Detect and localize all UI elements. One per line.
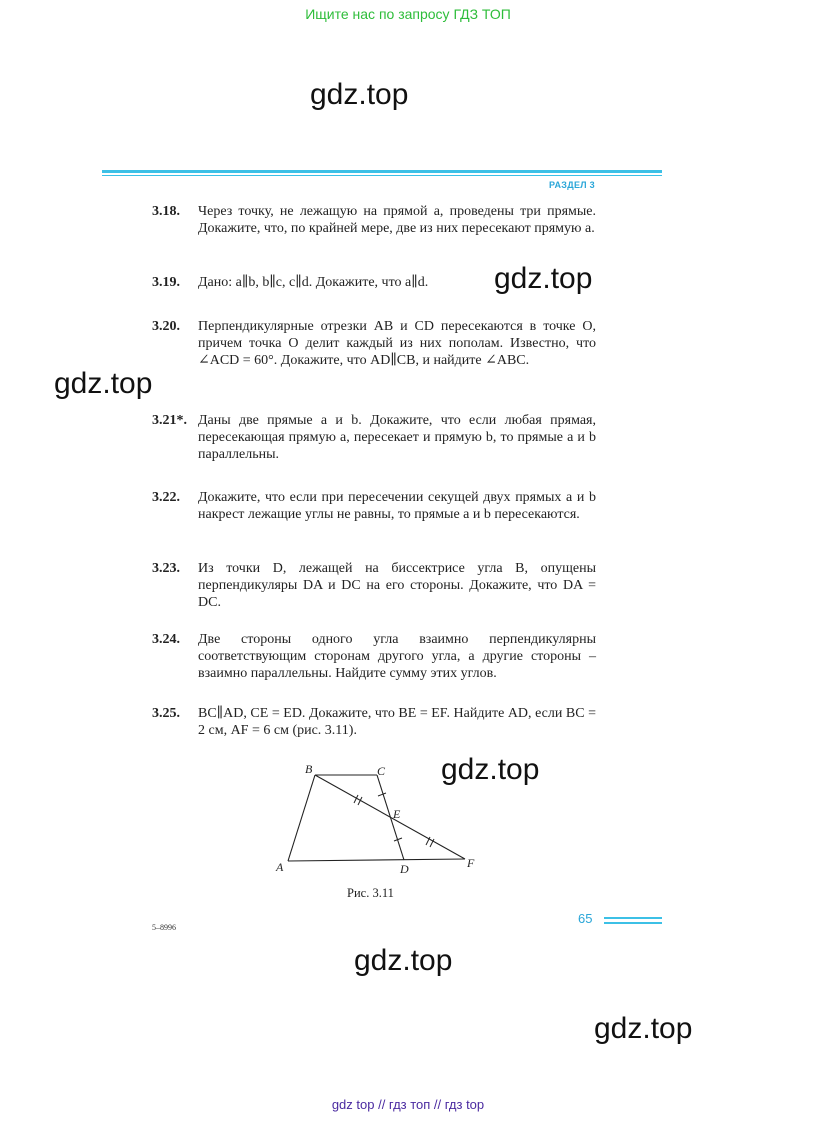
header-rule <box>102 170 662 173</box>
problem-text: Две стороны одного угла взаимно перпендикулярны соответствующим сторонам другого угла, а другие стороны – взаимно параллельны. Найдите сумму этих углов. <box>198 632 596 681</box>
footer-rule-2 <box>604 922 662 924</box>
section-label: РАЗДЕЛ 3 <box>549 180 595 190</box>
problem-number: 3.22. <box>152 490 180 505</box>
problem-text: Дано: a∥b, b∥c, c∥d. Докажите, что a∥d. <box>198 275 429 290</box>
figure-caption: Рис. 3.11 <box>347 886 394 900</box>
footer-rule <box>604 917 662 919</box>
problem-text: Перпендикулярные отрезки AB и CD пересекаются в точке O, причем точка O делит каждый из них пополам. Известно, что ∠ACD = 60°. Докажите, что AD∥CB, и найдите ∠ABC. <box>198 319 596 368</box>
footer-links[interactable]: gdz top // гдз топ // гдз top <box>331 1097 485 1112</box>
problem-text: Через точку, не лежащую на прямой a, проведены три прямые. Докажите, что, по крайней мере, две из них пересекают прямую a. <box>198 204 596 236</box>
segment-ab <box>288 775 315 861</box>
label-b: B <box>305 762 313 776</box>
problem-number: 3.19. <box>152 275 180 290</box>
problem-text: Из точки D, лежащей на биссектрисе угла B, опущены перпендикуляры DA и DC на его стороны. Докажите, что DA = DC. <box>198 561 596 610</box>
problem-text: Даны две прямые a и b. Докажите, что если любая прямая, пересекающая прямую a, пересекает и прямую b, то прямые a и b параллельны. <box>198 413 596 462</box>
label-e: E <box>393 807 401 821</box>
problem-number: 3.21*. <box>152 413 187 428</box>
search-banner: Ищите нас по запросу ГДЗ ТОП <box>305 6 511 22</box>
page-number: 65 <box>578 911 593 926</box>
print-code: 5–8996 <box>152 923 176 932</box>
watermark: gdz.top <box>54 367 153 400</box>
problem-number: 3.23. <box>152 561 180 576</box>
problem-3-18 <box>152 203 596 237</box>
watermark: gdz.top <box>354 944 453 977</box>
label-d: D <box>400 862 409 876</box>
segment-af <box>288 859 465 861</box>
label-f: F <box>467 856 475 870</box>
problem-3-20 <box>152 318 596 369</box>
problem-text: Докажите, что если при пересечении секущей двух прямых a и b накрест лежащие углы не равны, то прямые a и b пересекаются. <box>198 490 596 522</box>
problem-3-19 <box>152 274 492 291</box>
problem-3-22 <box>152 489 596 523</box>
problem-number: 3.25. <box>152 706 180 721</box>
watermark: gdz.top <box>310 78 409 111</box>
label-c: C <box>377 764 386 778</box>
problem-3-25 <box>152 705 596 739</box>
problem-number: 3.18. <box>152 204 180 219</box>
watermark: gdz.top <box>494 262 593 295</box>
label-a: A <box>276 860 284 874</box>
problem-3-23 <box>152 560 596 611</box>
watermark: gdz.top <box>594 1012 693 1045</box>
problem-3-21 <box>152 412 596 463</box>
problem-number: 3.20. <box>152 319 180 334</box>
problem-3-24 <box>152 631 596 682</box>
watermark: gdz.top <box>441 753 540 786</box>
problem-number: 3.24. <box>152 632 180 647</box>
tick-ce <box>378 793 386 796</box>
segment-bf <box>315 775 465 859</box>
header-rule-thin <box>102 175 662 176</box>
problem-text: BC∥AD, CE = ED. Докажите, что BE = EF. Найдите AD, если BC = 2 см, AF = 6 см (рис. 3.11). <box>198 706 596 738</box>
